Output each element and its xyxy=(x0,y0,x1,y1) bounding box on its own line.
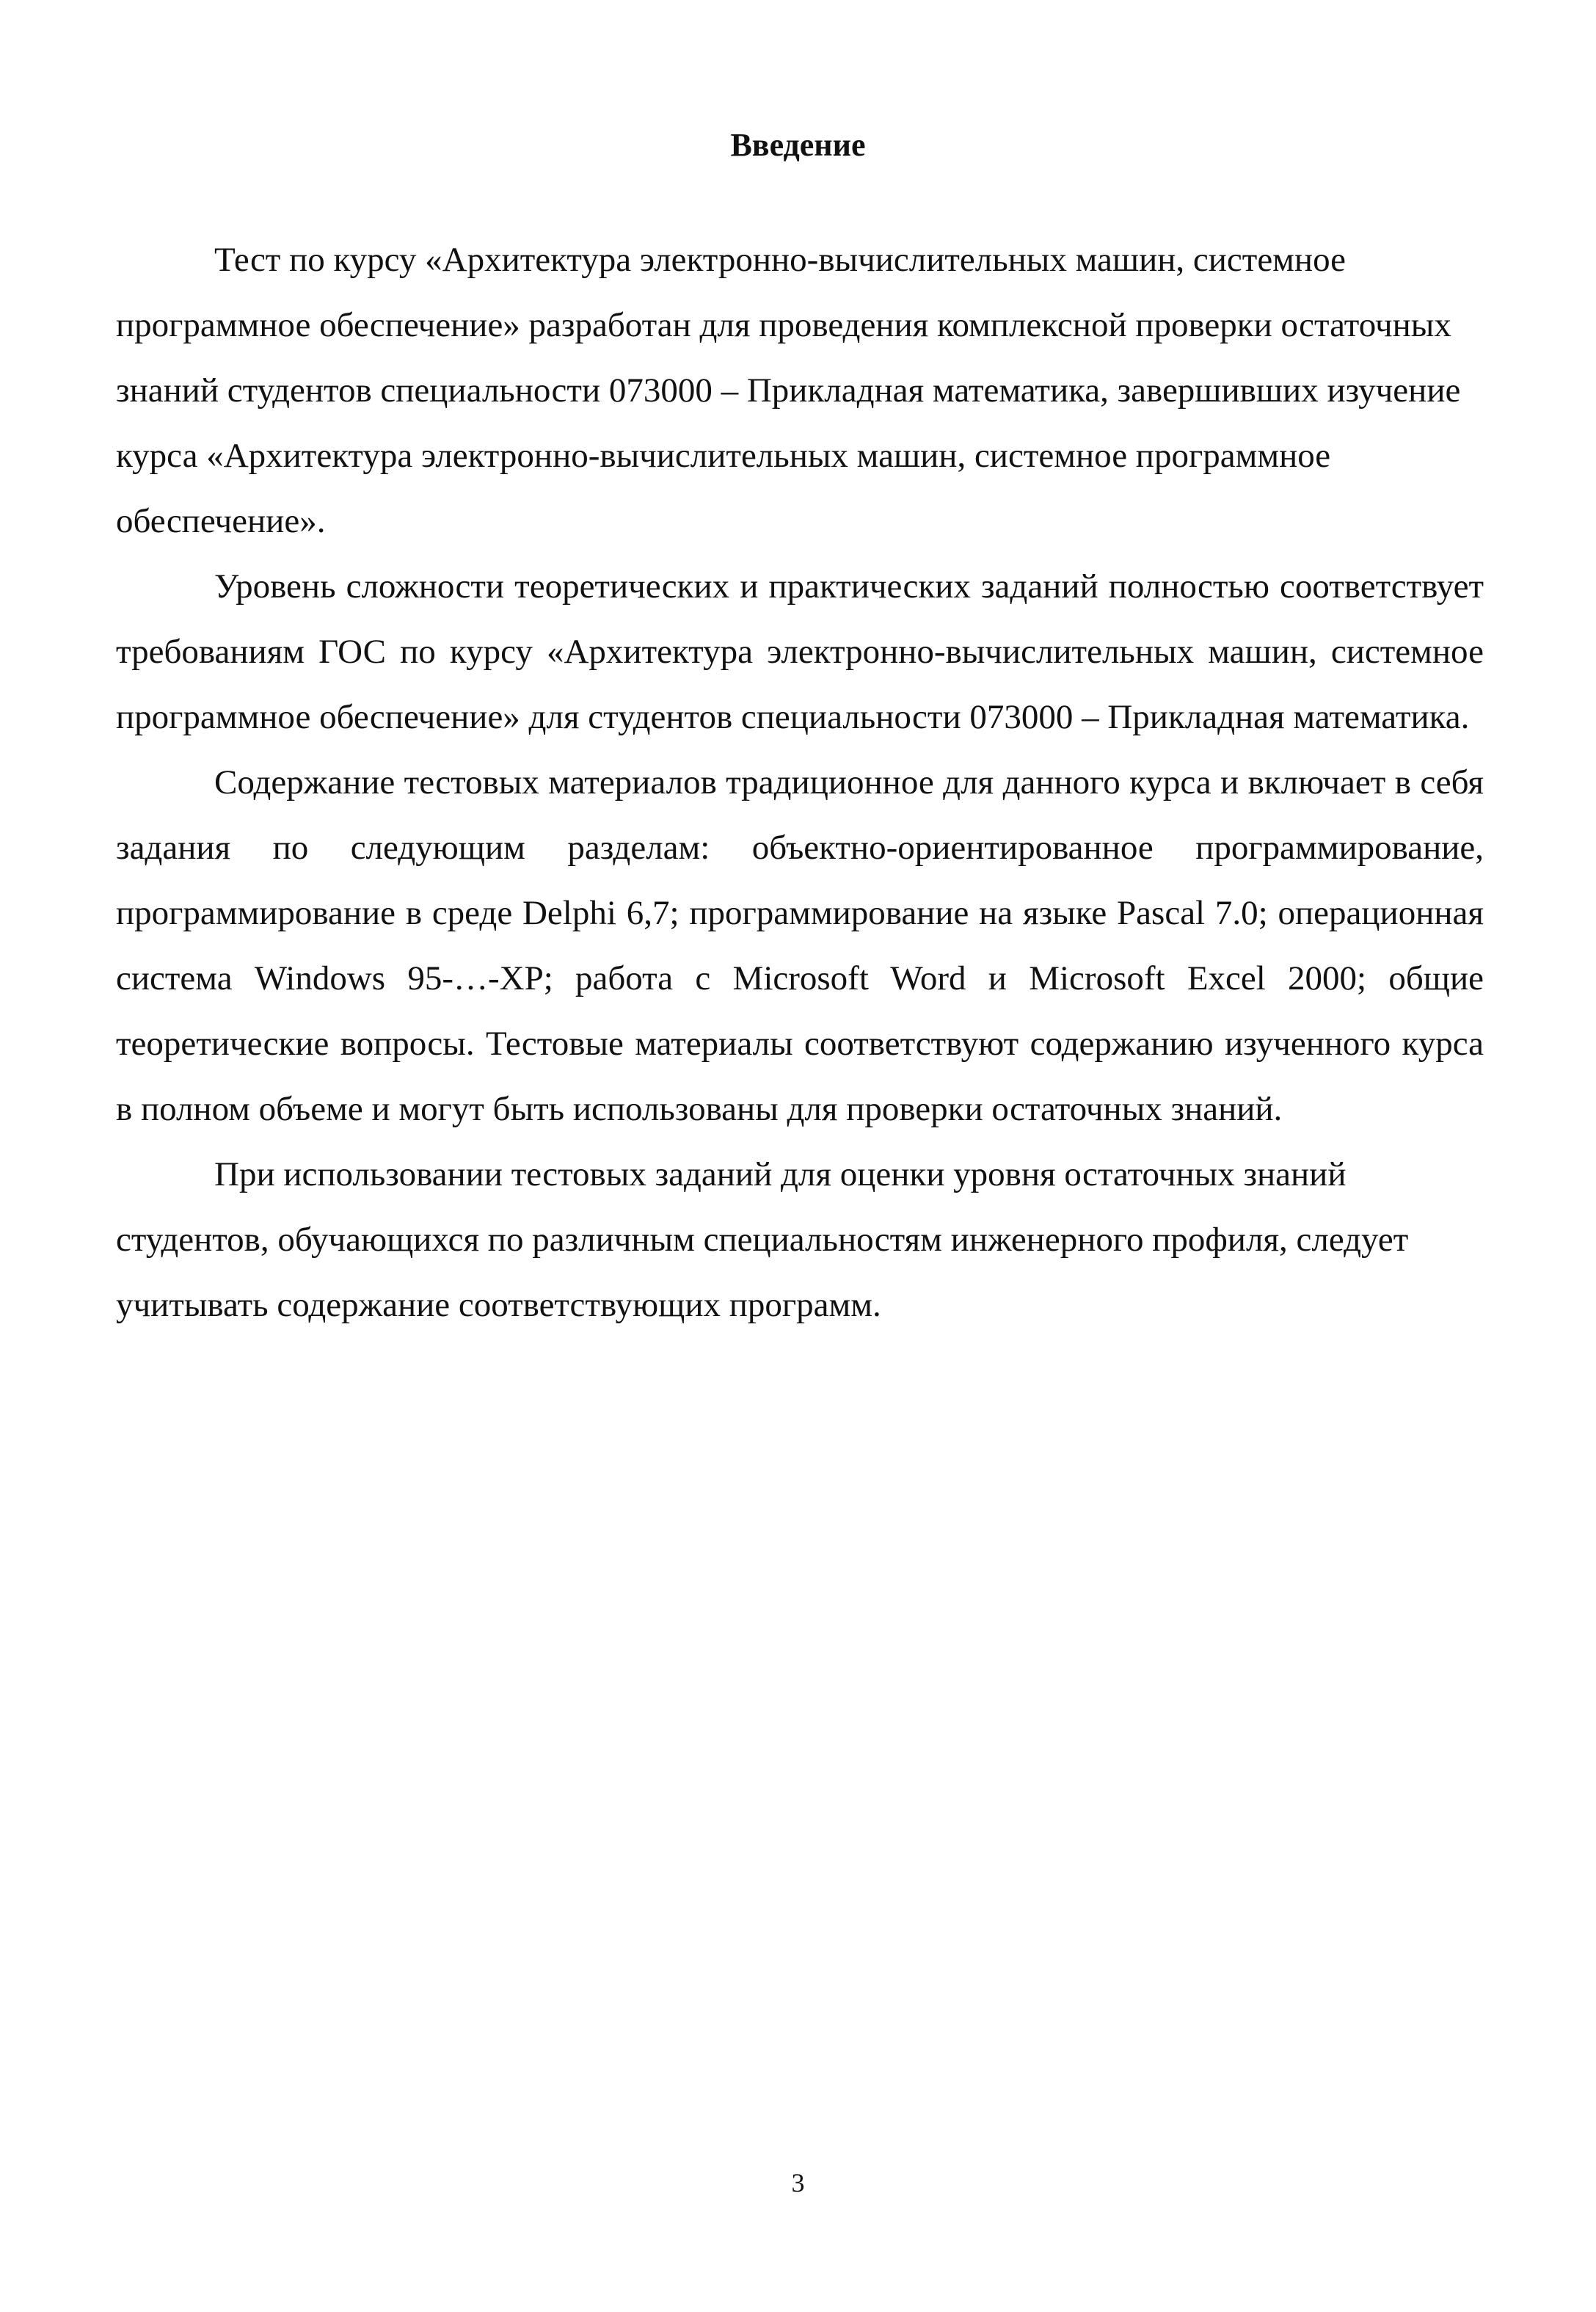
document-body xyxy=(116,228,1484,1338)
paragraph-complexity: Уровень сложности теоретических и практических заданий полностью соответствует требованиям ГОС по курсу «Архитектура электронно-вычислительных машин, системное программное обеспечение» для студентов специальности 073000 – Прикладная математика. xyxy=(116,567,1484,736)
paragraph-usage: При использовании тестовых заданий для оценки уровня остаточных знаний студентов, обучающихся по различным специальностям инженерного профиля, следует учитывать содержание соответствующих программ. xyxy=(116,1155,1409,1324)
paragraph-content: Содержание тестовых материалов традиционное для данного курса и включает в себя задания по следующим разделам: объектно-ориентированное программирование, программирование в среде Delphi 6,7; программирование на языке Pascal 7.0; операционная система Windows 95-…-XP; работа с Microsoft Word и Microsoft Excel 2000; общие теоретические вопросы. Тестовые материалы соответствуют содержанию изученного курса в полном объеме и могут быть использованы для проверки остаточных знаний. xyxy=(116,763,1484,1128)
page-number: 3 xyxy=(791,2168,805,2198)
page-title: Введение xyxy=(730,127,866,163)
paragraph-intro: Тест по курсу «Архитектура электронно-вычислительных машин, системное программное обеспечение» разработан для проведения комплексной проверки остаточных знаний студентов специальности 073000 – Прикладная математика, завершивших изучение курса «Архитектура электронно-вычислительных машин, системное программное обеспечение». xyxy=(116,241,1461,540)
